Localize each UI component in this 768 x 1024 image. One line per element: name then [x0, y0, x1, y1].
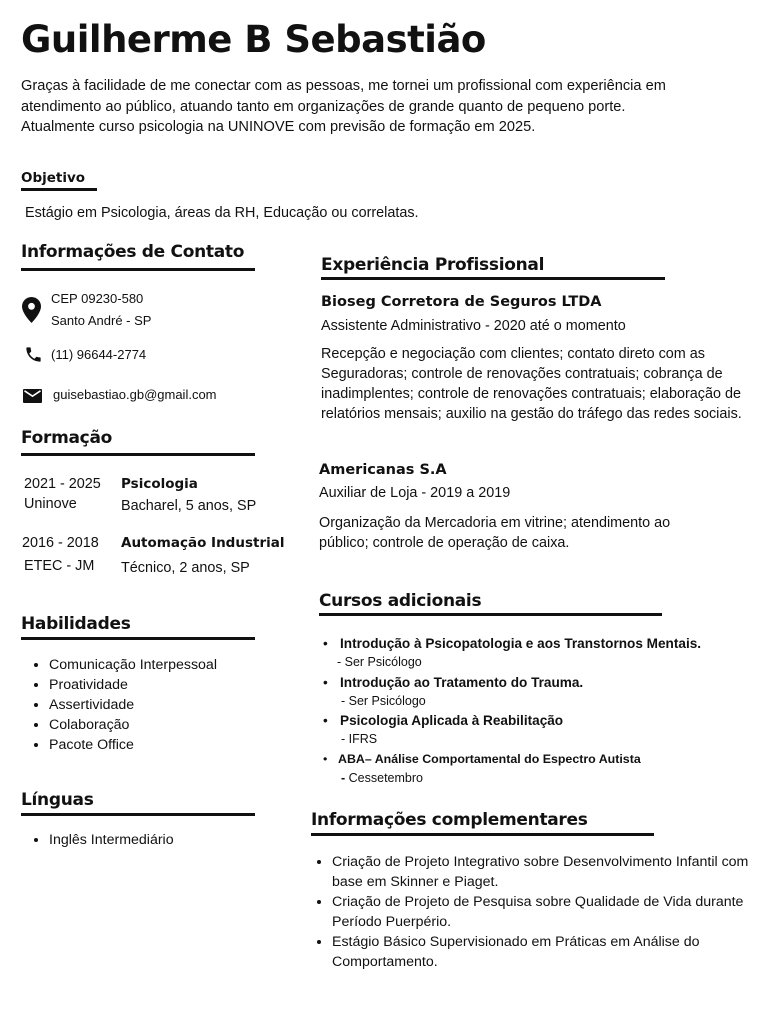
- education-course: Automação Industrial: [121, 535, 285, 551]
- course-item: • Psicologia Aplicada à Reabilitação - IFRS: [323, 711, 763, 748]
- course-provider: - Ser Psicólogo: [337, 655, 422, 669]
- course-item: • ABA– Análise Comportamental do Espectro Autista - Cessetembro: [323, 752, 641, 785]
- experience-title: Experiência Profissional: [321, 255, 545, 275]
- education-detail: Bacharel, 5 anos, SP: [121, 498, 257, 514]
- languages-title: Línguas: [21, 790, 94, 810]
- course-name: ABA– Análise Comportamental do Espectro Autista: [338, 752, 641, 766]
- education-title: Formação: [21, 428, 113, 448]
- education-years: 2021 - 2025: [24, 476, 101, 492]
- objective-divider: [21, 188, 97, 191]
- language-item: • Inglês Intermediário: [49, 830, 174, 850]
- experience-company: Americanas S.A: [319, 462, 447, 478]
- candidate-name: Guilherme B Sebastião: [21, 18, 486, 61]
- courses-divider: [319, 613, 662, 616]
- course-item: • Introdução à Psicopatologia e aos Transtornos Mentais. - Ser Psicólogo: [323, 634, 763, 671]
- contact-title: Informações de Contato: [21, 242, 245, 262]
- experience-description: Organização da Mercadoria em vitrine; atendimento ao público; controle de operação de caixa.: [319, 515, 671, 551]
- experience-description: Recepção e negociação com clientes; contato direto com as Seguradoras; controle de renovações contratuais; cobrança de inadimplentes; controle de renovações contratuais; elaboração de relatórios mensais; auxilio na gestão do tráfego das redes sociais.: [321, 346, 742, 422]
- envelope-icon: [23, 389, 42, 403]
- skill-item: • Comunicação Interpessoal: [49, 655, 217, 675]
- education-years: 2016 - 2018: [22, 535, 99, 551]
- education-course: Psicologia: [121, 476, 198, 492]
- experience-role: Assistente Administrativo - 2020 até o momento: [321, 318, 626, 334]
- experience-company: Bioseg Corretora de Seguros LTDA: [321, 294, 602, 310]
- skill-item: • Assertividade: [49, 695, 217, 715]
- course-item: • Introdução ao Tratamento do Trauma. - Ser Psicólogo: [323, 673, 763, 710]
- complementary-item: • Criação de Projeto Integrativo sobre Desenvolvimento Infantil com base em Skinner e Piaget.: [332, 852, 768, 892]
- complementary-item: • Estágio Básico Supervisionado em Práticas em Análise do Comportamento.: [332, 932, 768, 972]
- course-name: Psicologia Aplicada à Reabilitação: [340, 713, 564, 728]
- skills-divider: [21, 637, 255, 640]
- languages-list: [21, 830, 174, 850]
- contact-address-line1: CEP 09230-580: [51, 291, 144, 306]
- contact-divider: [21, 268, 255, 271]
- profile-summary: Graças à facilidade de me conectar com as pessoas, me tornei um profissional com experiência em atendimento ao público, atuando tanto em organizações de grande quanto de pequeno porte. Atualmente curso psicologia na UNINOVE com previsão de formação em 2025.: [21, 78, 666, 135]
- contact-address-line2: Santo André - SP: [51, 313, 152, 328]
- objective-text: Estágio em Psicologia, áreas da RH, Educação ou correlatas.: [25, 205, 419, 221]
- course-provider: - IFRS: [341, 732, 378, 746]
- education-school: ETEC - JM: [24, 558, 95, 574]
- languages-divider: [21, 813, 255, 816]
- map-pin-icon: [22, 297, 41, 323]
- skill-item: • Pacote Office: [49, 735, 217, 755]
- course-name: Introdução à Psicopatologia e aos Transtornos Mentais.: [340, 636, 702, 651]
- phone-icon: [24, 345, 43, 364]
- experience-role: Auxiliar de Loja - 2019 a 2019: [319, 485, 511, 501]
- complementary-item: • Criação de Projeto de Pesquisa sobre Qualidade de Vida durante Período Puerpério.: [332, 892, 768, 932]
- education-school: Uninove: [24, 496, 77, 512]
- skill-item: • Colaboração: [49, 715, 217, 735]
- experience-divider: [321, 277, 665, 280]
- complementary-list: [304, 852, 768, 972]
- courses-title: Cursos adicionais: [319, 591, 482, 611]
- course-provider-dash: -: [341, 771, 346, 785]
- objective-title: Objetivo: [21, 170, 86, 186]
- course-provider: Cessetembro: [348, 771, 423, 785]
- skills-title: Habilidades: [21, 614, 131, 634]
- contact-email[interactable]: guisebastiao.gb@gmail.com: [53, 387, 217, 402]
- skill-item: • Proatividade: [49, 675, 217, 695]
- contact-phone[interactable]: (11) 96644-2774: [51, 347, 147, 362]
- education-detail: Técnico, 2 anos, SP: [121, 560, 250, 576]
- education-divider: [21, 453, 255, 456]
- course-provider: - Ser Psicólogo: [341, 694, 426, 708]
- complementary-divider: [311, 833, 654, 836]
- complementary-title: Informações complementares: [311, 810, 588, 830]
- skills-list: [21, 655, 217, 755]
- course-name: Introdução ao Tratamento do Trauma.: [340, 675, 584, 690]
